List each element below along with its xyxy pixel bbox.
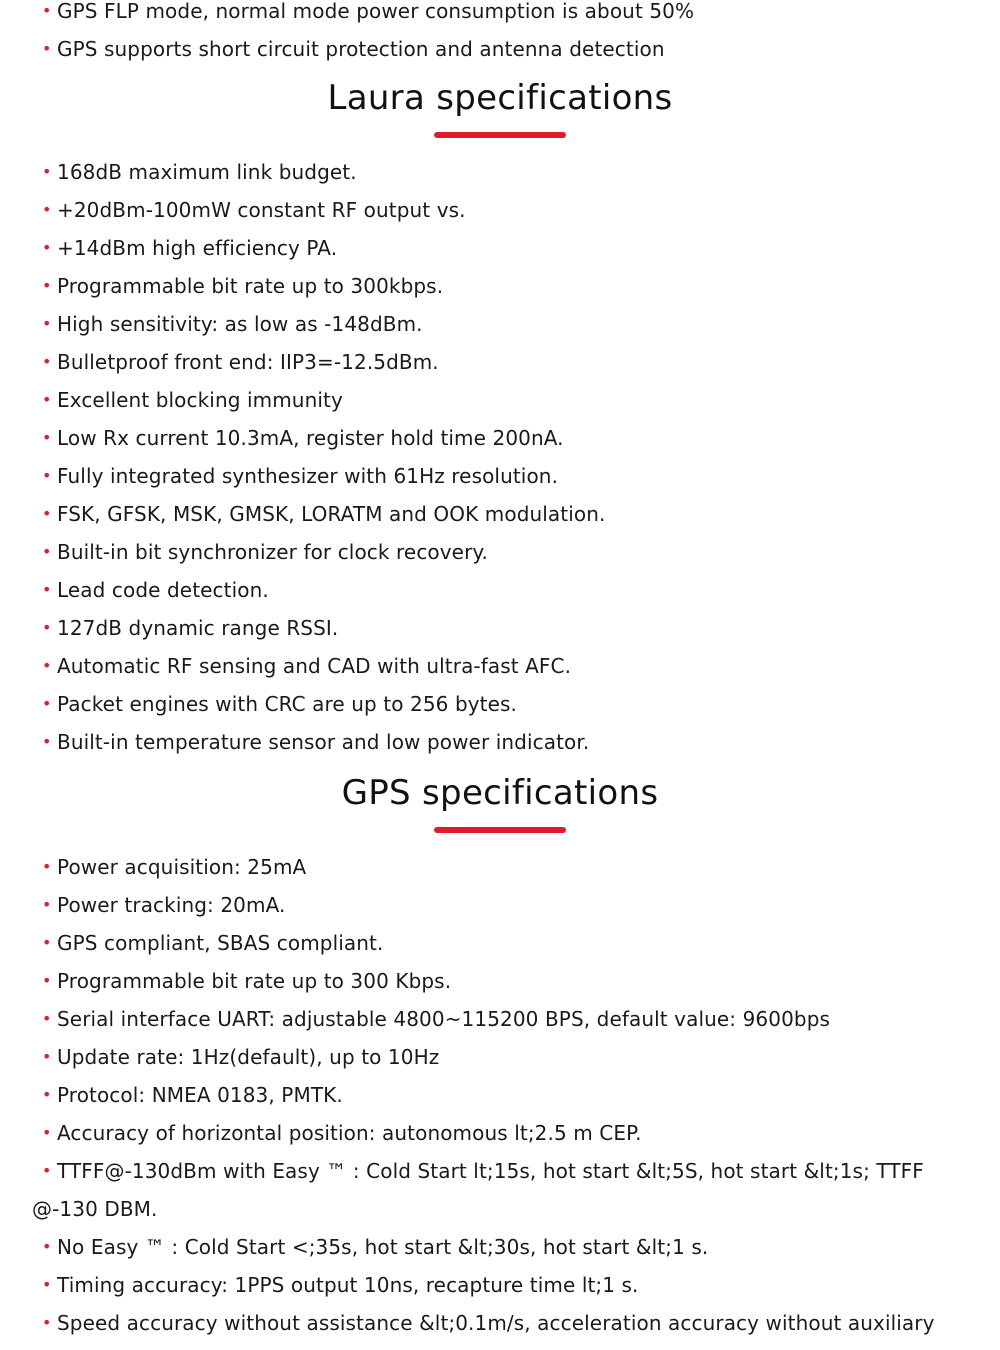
bullet-icon: • [42, 1, 52, 20]
bullet-icon: • [42, 428, 52, 447]
list-item-text: GPS compliant, SBAS compliant. [57, 931, 384, 955]
list-item-text: Power tracking: 20mA. [57, 893, 286, 917]
bullet-icon: • [42, 1009, 52, 1028]
list-item-text: Low Rx current 10.3mA, register hold time 200nA. [57, 426, 564, 450]
list-item-text: Built-in temperature sensor and low power indicator. [57, 730, 590, 754]
list-item [0, 609, 1000, 647]
bullet-icon: • [42, 352, 52, 371]
list-item-text: Fully integrated synthesizer with 61Hz resolution. [57, 464, 559, 488]
list-item [0, 1266, 1000, 1304]
laura-spec-list [0, 153, 1000, 761]
bullet-icon: • [42, 618, 52, 637]
bullet-icon: • [42, 504, 52, 523]
list-item [0, 191, 1000, 229]
list-item [0, 419, 1000, 457]
list-item-text: Power acquisition: 25mA [57, 855, 307, 879]
list-item-text: Lead code detection. [57, 578, 269, 602]
list-item-text: Automatic RF sensing and CAD with ultra-fast AFC. [57, 654, 572, 678]
list-item [0, 267, 1000, 305]
bullet-icon: • [42, 1161, 52, 1180]
list-item [0, 1000, 1000, 1038]
bullet-icon: • [42, 1275, 52, 1294]
list-item [0, 457, 1000, 495]
bullet-icon: • [42, 466, 52, 485]
list-item [0, 1076, 1000, 1114]
bullet-icon: • [42, 314, 52, 333]
bullet-icon: • [42, 390, 52, 409]
bullet-icon: • [42, 238, 52, 257]
bullet-icon: • [42, 1313, 52, 1332]
laura-section-header [0, 78, 1000, 138]
list-item [0, 924, 1000, 962]
title-underline [434, 827, 566, 833]
list-item-text: 168dB maximum link budget. [57, 160, 357, 184]
bullet-icon: • [42, 933, 52, 952]
bullet-icon: • [42, 895, 52, 914]
list-item-text: Update rate: 1Hz(default), up to 10Hz [57, 1045, 440, 1069]
bullet-icon: • [42, 1237, 52, 1256]
list-item-text: FSK, GFSK, MSK, GMSK, LORATM and OOK modulation. [57, 502, 606, 526]
list-item-text: Built-in bit synchronizer for clock recovery. [57, 540, 488, 564]
bullet-icon: • [42, 580, 52, 599]
list-item [0, 153, 1000, 191]
bullet-icon: • [42, 542, 52, 561]
bullet-icon: • [42, 694, 52, 713]
list-item-text: Programmable bit rate up to 300 Kbps. [57, 969, 452, 993]
list-item-text: High sensitivity: as low as -148dBm. [57, 312, 423, 336]
bullet-icon: • [42, 162, 52, 181]
list-item [0, 305, 1000, 343]
list-item-text: Timing accuracy: 1PPS output 10ns, recapture time lt;1 s. [57, 1273, 639, 1297]
list-item [0, 1304, 1000, 1342]
list-item [0, 848, 1000, 886]
bullet-icon: • [42, 276, 52, 295]
list-item [0, 962, 1000, 1000]
list-item-text: Serial interface UART: adjustable 4800~115200 BPS, default value: 9600bps [57, 1007, 831, 1031]
section-title: GPS specifications [341, 773, 659, 813]
list-item [0, 1038, 1000, 1076]
list-item [0, 495, 1000, 533]
list-item [0, 381, 1000, 419]
bullet-icon: • [42, 656, 52, 675]
bullet-icon: • [42, 200, 52, 219]
list-item [0, 571, 1000, 609]
list-item [0, 886, 1000, 924]
list-item-text: GPS FLP mode, normal mode power consumption is about 50% [57, 0, 695, 23]
bullet-icon: • [42, 1047, 52, 1066]
gps-spec-list [0, 848, 1000, 1342]
list-item-text: Accuracy of horizontal position: autonomous lt;2.5 m CEP. [57, 1121, 642, 1145]
list-item [0, 229, 1000, 267]
list-item [0, 647, 1000, 685]
title-underline [434, 132, 566, 138]
bullet-icon: • [42, 971, 52, 990]
list-item-text: Programmable bit rate up to 300kbps. [57, 274, 444, 298]
list-item [0, 685, 1000, 723]
bullet-icon: • [42, 732, 52, 751]
list-item [0, 0, 1000, 30]
section-title: Laura specifications [327, 78, 673, 118]
list-item-text: Packet engines with CRC are up to 256 bytes. [57, 692, 518, 716]
list-item-text: +20dBm-100mW constant RF output vs. [57, 198, 466, 222]
list-item [0, 1152, 1000, 1228]
list-item-text: Excellent blocking immunity [57, 388, 343, 412]
bullet-icon: • [42, 39, 52, 58]
list-item [0, 343, 1000, 381]
list-item-text: Protocol: NMEA 0183, PMTK. [57, 1083, 343, 1107]
bullet-icon: • [42, 857, 52, 876]
list-item-text: No Easy ™ : Cold Start <;35s, hot start &lt;30s, hot start &lt;1 s. [57, 1235, 709, 1259]
list-item [0, 1114, 1000, 1152]
list-item-text: 127dB dynamic range RSSI. [57, 616, 339, 640]
top-feature-list [0, 0, 1000, 68]
bullet-icon: • [42, 1085, 52, 1104]
gps-section-header [0, 773, 1000, 833]
bullet-icon: • [42, 1123, 52, 1142]
list-item [0, 723, 1000, 761]
list-item [0, 1228, 1000, 1266]
list-item-text: Bulletproof front end: IIP3=-12.5dBm. [57, 350, 439, 374]
list-item [0, 533, 1000, 571]
list-item-text: +14dBm high efficiency PA. [57, 236, 338, 260]
list-item [0, 30, 1000, 68]
list-item-text: TTFF@-130dBm with Easy ™ : Cold Start lt;15s, hot start &lt;5S, hot start &lt;1s; TTFF @-130 DBM. [32, 1159, 924, 1221]
list-item-text: Speed accuracy without assistance &lt;0.1m/s, acceleration accuracy without auxiliary [57, 1311, 935, 1335]
list-item-text: GPS supports short circuit protection and antenna detection [57, 37, 665, 61]
